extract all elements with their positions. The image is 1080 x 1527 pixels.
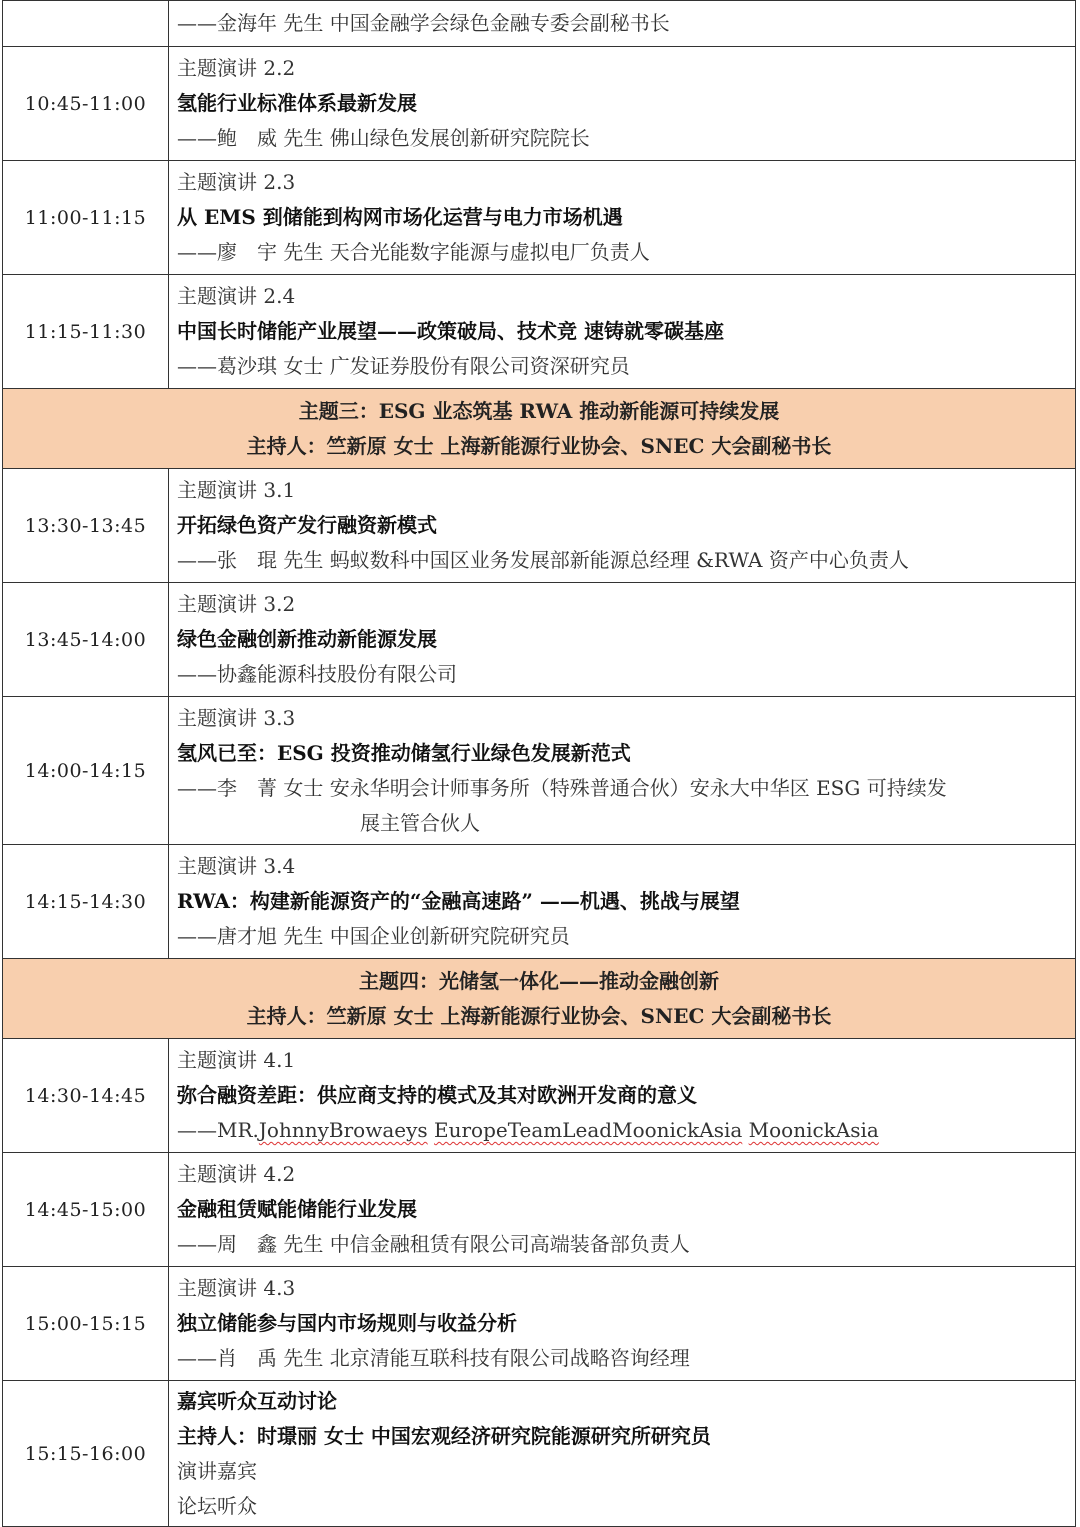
speaker-info: 演讲嘉宾 [177, 1458, 257, 1483]
talk-title: 独立储能参与国内市场规则与收益分析 [177, 1311, 517, 1335]
time-slot: 14:15-14:30 [3, 845, 169, 958]
time-slot: 14:00-14:15 [3, 697, 169, 844]
time-slot: 11:00-11:15 [3, 161, 169, 274]
speaker-prefix: ——MR. [177, 1118, 259, 1142]
spellcheck-word: JohnnyBrowaeys [258, 1118, 428, 1142]
session-title: 主题三：ESG 业态筑基 RWA 推动新能源可持续发展 [298, 398, 780, 423]
agenda-row [3, 1380, 1075, 1526]
speaker-info [177, 1113, 1075, 1148]
talk-details [169, 275, 1075, 388]
spellcheck-word: EuropeTeamLeadMoonickAsia [434, 1118, 743, 1142]
talk-title: 中国长时储能产业展望——政策破局、技术竞 速铸就零碳基座 [177, 319, 724, 343]
speaker-info: ——金海年 先生 中国金融学会绿色金融专委会副秘书长 [177, 11, 670, 35]
agenda-row [3, 696, 1075, 844]
talk-details [169, 1039, 1075, 1152]
session-header-row [3, 958, 1075, 1038]
time-slot [3, 1, 169, 46]
talk-title: 氢能行业标准体系最新发展 [177, 91, 417, 115]
time-slot: 15:00-15:15 [3, 1267, 169, 1380]
session-title: 主题四：光储氢一体化——推动金融创新 [359, 968, 719, 993]
talk-details [169, 47, 1075, 160]
talk-number: 主题演讲 3.3 [177, 705, 296, 730]
talk-number: 主题演讲 4.2 [177, 1162, 296, 1186]
talk-title: 氢风已至：ESG 投资推动储氢行业绿色发展新范式 [177, 740, 631, 765]
time-slot: 11:15-11:30 [3, 275, 169, 388]
talk-details [169, 469, 1075, 582]
talk-title: 开拓绿色资产发行融资新模式 [177, 513, 437, 537]
speaker-info: ——李 菁 女士 安永华明会计师事务所（特殊普通合伙）安永大中华区 ESG 可持续发 [177, 775, 947, 800]
agenda-row [3, 274, 1075, 388]
speaker-info: ——廖 宇 先生 天合光能数字能源与虚拟电厂负责人 [177, 240, 650, 264]
talk-details [169, 1381, 1075, 1526]
spellcheck-word: MoonickAsia [748, 1118, 879, 1142]
agenda-row [3, 844, 1075, 958]
speaker-info: ——张 琨 先生 蚂蚁数科中国区业务发展部新能源总经理 &RWA 资产中心负责人 [177, 548, 909, 572]
speaker-info-continued: 展主管合伙人 [360, 810, 480, 835]
talk-details [169, 697, 1075, 844]
talk-details [169, 1, 1075, 46]
agenda-row [3, 468, 1075, 582]
session-header-row [3, 388, 1075, 468]
agenda-row [3, 1266, 1075, 1380]
agenda-table [2, 0, 1076, 1527]
talk-title: 从 EMS 到储能到构网市场化运营与电力市场机遇 [177, 205, 623, 229]
speaker-info: ——肖 禹 先生 北京清能互联科技有限公司战略咨询经理 [177, 1346, 690, 1370]
speaker-info: ——协鑫能源科技股份有限公司 [177, 662, 457, 686]
talk-number: 主题演讲 2.4 [177, 284, 296, 308]
time-slot: 10:45-11:00 [3, 47, 169, 160]
talk-number: 主题演讲 2.3 [177, 170, 296, 194]
agenda-row [3, 160, 1075, 274]
talk-title: 弥合融资差距：供应商支持的模式及其对欧洲开发商的意义 [177, 1083, 697, 1107]
talk-details [169, 1267, 1075, 1380]
talk-title: 主持人：时璟丽 女士 中国宏观经济研究院能源研究所研究员 [177, 1423, 711, 1448]
talk-details [169, 845, 1075, 958]
speaker-info: ——周 鑫 先生 中信金融租赁有限公司高端装备部负责人 [177, 1232, 690, 1256]
talk-details [169, 161, 1075, 274]
talk-title: 绿色金融创新推动新能源发展 [177, 627, 437, 651]
talk-details [169, 1153, 1075, 1266]
session-host: 主持人：竺新原 女士 上海新能源行业协会、SNEC 大会副秘书长 [246, 433, 832, 458]
talk-details [169, 583, 1075, 696]
time-slot: 14:45-15:00 [3, 1153, 169, 1266]
talk-number: 主题演讲 4.3 [177, 1276, 296, 1300]
speaker-info: 论坛听众 [177, 1493, 257, 1518]
talk-number: 主题演讲 2.2 [177, 56, 296, 80]
time-slot: 13:45-14:00 [3, 583, 169, 696]
talk-title: 嘉宾听众互动讨论 [177, 1388, 337, 1413]
time-slot: 15:15-16:00 [3, 1381, 169, 1526]
speaker-info: ——鲍 威 先生 佛山绿色发展创新研究院院长 [177, 126, 590, 150]
talk-number: 主题演讲 3.4 [177, 854, 296, 878]
agenda-row [3, 582, 1075, 696]
time-slot: 13:30-13:45 [3, 469, 169, 582]
agenda-row [3, 46, 1075, 160]
time-slot: 14:30-14:45 [3, 1039, 169, 1152]
agenda-row [3, 1038, 1075, 1152]
talk-title: RWA：构建新能源资产的“金融高速路” ——机遇、挑战与展望 [177, 889, 740, 913]
speaker-info: ——葛沙琪 女士 广发证券股份有限公司资深研究员 [177, 354, 630, 378]
talk-number: 主题演讲 4.1 [177, 1048, 296, 1072]
speaker-info: ——唐才旭 先生 中国企业创新研究院研究员 [177, 924, 570, 948]
talk-number: 主题演讲 3.1 [177, 478, 296, 502]
agenda-row [3, 0, 1075, 46]
talk-title: 金融租赁赋能储能行业发展 [177, 1197, 417, 1221]
talk-number: 主题演讲 3.2 [177, 592, 296, 616]
agenda-row [3, 1152, 1075, 1266]
session-host: 主持人：竺新原 女士 上海新能源行业协会、SNEC 大会副秘书长 [246, 1003, 832, 1028]
